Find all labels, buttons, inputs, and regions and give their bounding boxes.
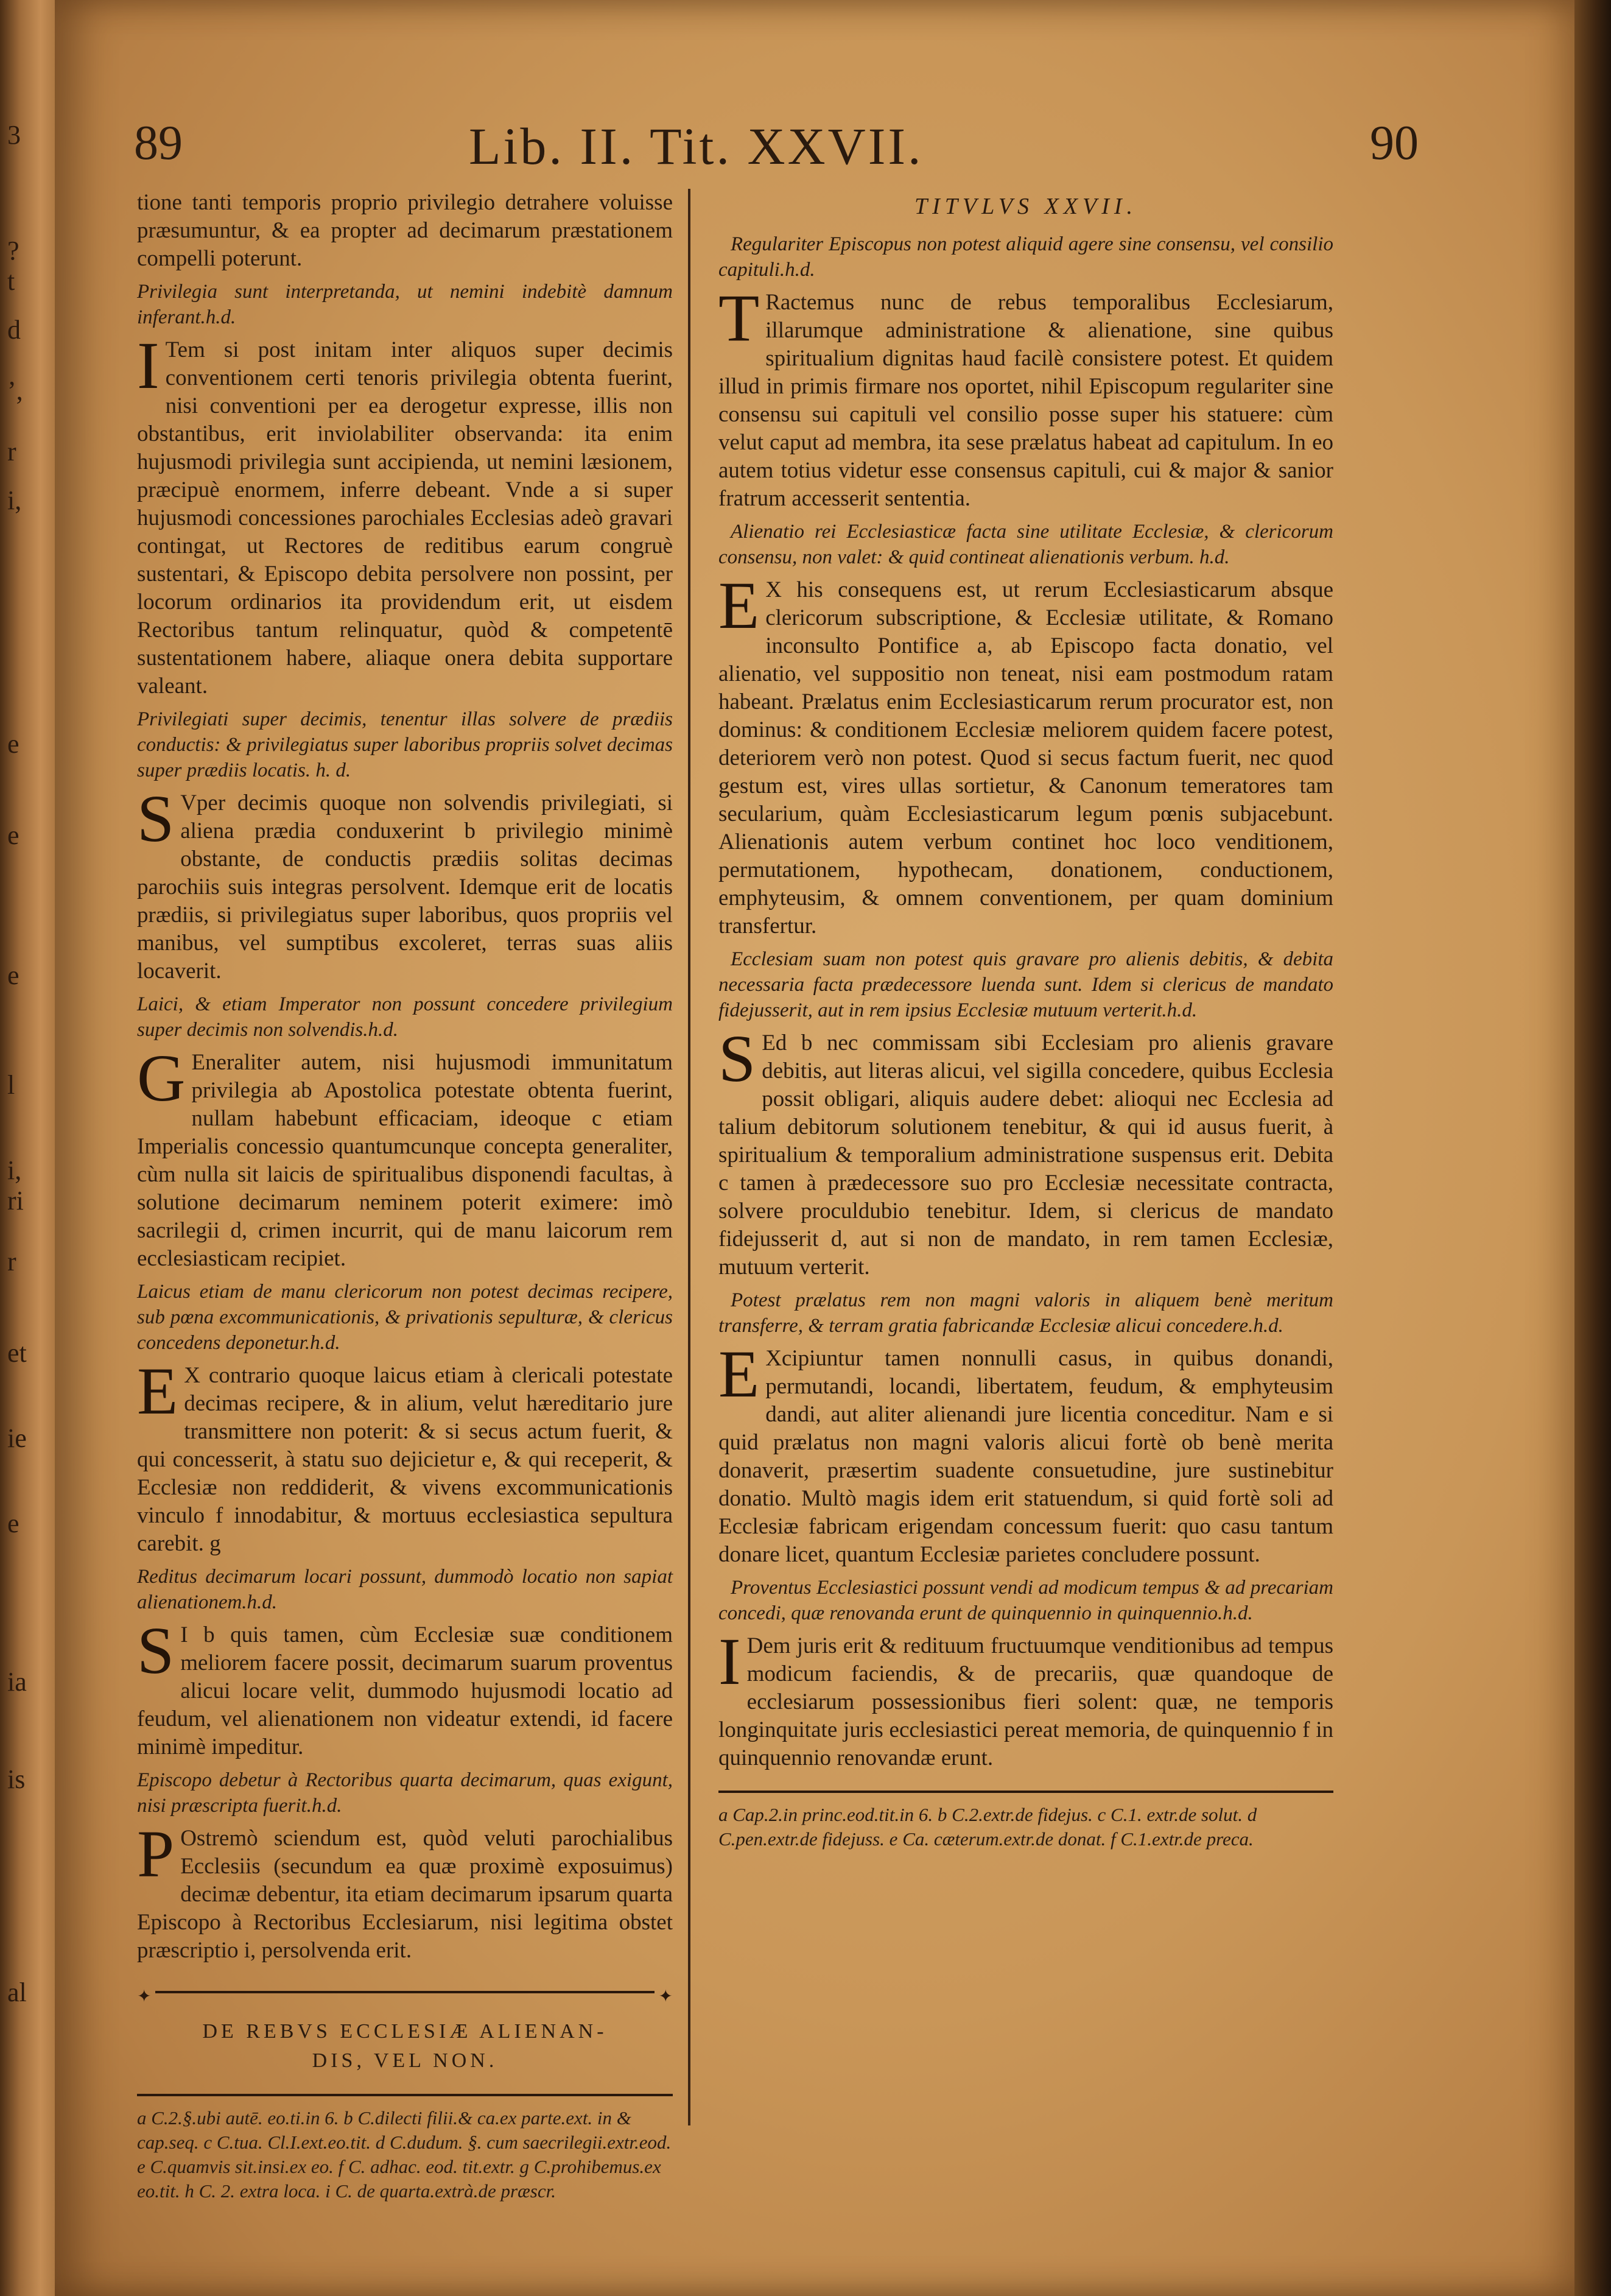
summary: Proventus Ecclesiastici possunt vendi ad modicum tempus & ad precariam concedi, quæ renovanda erunt de quinquennio in quinquennio.h.d. xyxy=(718,1577,1333,1624)
initial-letter: I xyxy=(718,1624,741,1699)
paragraph-text: Dem juris erit & redituum fructuumque venditionibus ad tempus modicum faciendis, & de precariis, quæ quandoque de ecclesiarum possessionibus fieri solent: quæ, ne temporis longinquitate juris ecclesiastici pereat memoria, de quinquennio f in quinquennio renovandæ erunt. xyxy=(718,1633,1333,1770)
title-heading: TITVLVS XXVII. xyxy=(914,194,1137,219)
margin-fragment: e xyxy=(7,1509,19,1538)
paragraph-text: I b quis tamen, cùm Ecclesiæ suæ conditionem meliorem facere possit, decimarum suarum proventus alicui locare velit, dummodo hujusmodi locatio ad feudum, vel alienationem non videatur extendi, id facere minimè impeditur. xyxy=(137,1622,673,1759)
summary: Regulariter Episcopus non potest aliquid agere sine consensu, vel consilio capituli.h.d. xyxy=(718,233,1333,281)
margin-fragment: r xyxy=(7,1247,16,1277)
summary: Ecclesiam suam non potest quis gravare pro alienis debitis, & debita necessaria facta prædecessore luenda sunt. Idem si clericus de mandato fidejusserit, aut in rem ipsius Ecclesiæ mutuum verterit.h.d. xyxy=(718,948,1333,1021)
paragraph xyxy=(718,1624,1333,1772)
margin-fragment: et xyxy=(7,1338,27,1368)
initial-letter: S xyxy=(137,781,175,856)
initial-letter: S xyxy=(718,1021,756,1096)
margin-fragment: i, xyxy=(7,1155,22,1185)
column-divider xyxy=(688,189,690,2125)
initial-letter: G xyxy=(137,1041,186,1115)
paragraph-text: X contrario quoque laicus etiam à clericali potestate decimas recipere, & in alium, velut hæreditario jure transmittere non poterit: & si secus actum fuerit, & qui concesserit, à statu suo dejicietur e, & qui receperit, & Ecclesiæ non reddiderit, & vivens excommunicationis vinculo f innodabitur, & mortuus ecclesiastica sepultura carebit. g xyxy=(137,1363,673,1556)
margin-fragment: e xyxy=(7,729,19,759)
paragraph-text: Ed b nec commissam sibi Ecclesiam pro alienis gravare debitis, aut literas alicui, vel sigilla concedere, quibus Ecclesia possit obligari, aliquis audere debet: alioqui nec Ecclesia ad talium debitorum solutionem tenebitur, & qui id ausus fuerit, à spiritualium & temporalium administratione suspensus erit. Debita c tamen à prædecessore suo pro Ecclesiæ necessitate contracta, solvere proculdubio tenebitur. Idem, si clericus de mandato fidejusserit d, aut si non de mandato, in rem tamen Ecclesiæ, mutuum verterit. xyxy=(718,1030,1333,1280)
left-column xyxy=(137,189,673,2210)
ornament-rule xyxy=(137,1983,673,2006)
summary: Laicus etiam de manu clericorum non potest decimas recipere, sub pœna excommunicationis, & privationis sepulturæ, & clericus concedens deponetur.h.d. xyxy=(137,1281,673,1354)
paragraph-text: Tem si post initam inter aliquos super decimis conventionem certi tenoris privilegia obtenta fuerint, nisi conventioni per ea derogetur expresse, illis non obstantibus, erit inviolabiliter observanda: ita enim hujusmodi privilegia sunt accipienda, ut nemini læsionem, præcipuè enormem, inferre debeant. Vnde a si super hujusmodi concessiones parochiales Ecclesias adeò gravari contingat, ut Rectores de reditibus earum congruè sustentari, & Episcopo debita persolvere non possint, per locorum ordinarios ita providendum erit, ut eisdem Rectoribus tantum relinquatur, quòd & competentē sustentationem habere, aliaque onera debita supportare valeant. xyxy=(137,337,673,699)
page-edge-shadow xyxy=(1574,0,1611,2296)
paragraph xyxy=(137,1354,673,1558)
page-number-right: 90 xyxy=(1370,116,1419,170)
paragraph: tione tanti temporis proprio privilegio detrahere voluisse præsumuntur, & ea propter ad decimarum præstationem compelli poterunt. xyxy=(137,190,673,271)
margin-fragment: ? xyxy=(7,236,19,266)
facing-page-edge xyxy=(0,0,58,2296)
paragraph-text: Eneraliter autem, nisi hujusmodi immunitatum privilegia ab Apostolica potestate obtenta fuerint, nullam habebunt efficaciam, ideoque c etiam Imperialis concessio quantumcunque concepta generaliter, cùm nulla sit laicis de spiritualibus disponendi facultas, à solutione decimarum neminem poterit eximere: imò sacrilegii d, crimen incurrit, qui de manu laicorum rem ecclesiasticam recipiet. xyxy=(137,1050,673,1271)
initial-letter: E xyxy=(718,568,760,643)
paragraph xyxy=(718,281,1333,513)
summary: Episcopo debetur à Rectoribus quarta decimarum, quas exigunt, nisi præscripta fuerit.h.d. xyxy=(137,1769,673,1817)
paragraph xyxy=(718,1337,1333,1569)
paragraph xyxy=(137,1041,673,1273)
initial-letter: S xyxy=(137,1613,175,1688)
page-header xyxy=(55,116,1577,189)
running-title: Lib. II. Tit. XXVII. xyxy=(469,117,924,175)
paragraph-text: Xcipiuntur tamen nonnulli casus, in quibus donandi, permutandi, locandi, libertatem, feudum, & emphyteusim dandi, aut aliter alienandi jure licentia conceditur. Nam e si quid prælatus non magni valoris alicui fortè ob benè merita donaverit, præsertim suadente consuetudine, jure sustinebitur donatio. Multò magis idem erit statuendum, si quid fortè soli ad Ecclesiæ fabricam erigendam concessum fuerit: quo casu tantum donare licet, quantum Ecclesiæ parietes concludere possunt. xyxy=(718,1346,1333,1567)
initial-letter: I xyxy=(137,328,160,403)
paragraph xyxy=(137,781,673,985)
margin-fragment: ie xyxy=(7,1423,27,1453)
paragraph-text: X his consequens est, ut rerum Ecclesiasticarum absque clericorum subscriptione, & Ecclesiæ utilitate, & Romano inconsulto Pontifice a, ab Episcopo facta donatio, vel alienatio, vel suppositio non teneat, nisi eam postmodum ratam habeant. Prælatus enim Ecclesiasticarum rerum procurator est, non dominus: & conditionem Ecclesiæ meliorem quidem facere potest, deteriorem verò non potest. Quod si secus factum fuerit, nec quod gestum est, vires ullas sortietur, & Canonum temeratores tam secularium, quàm Ecclesiasticarum legum pœnis subjacebunt. Alienationis autem verbum continet hoc loco venditionem, permutationem, hypothecam, donationem, conductionem, emphyteusim, & omnem conventionem, per quam dominium transfertur. xyxy=(718,577,1333,938)
summary: Alienatio rei Ecclesiasticæ facta sine utilitate Ecclesiæ, & clericorum consensu, non valet: & quid contineat alienationis verbum. h.d. xyxy=(718,521,1333,568)
summary: Privilegiati super decimis, tenentur illas solvere de prædiis conductis: & privilegiatus super laboribus propriis solvet decimas super prædiis locatis. h. d. xyxy=(137,708,673,781)
margin-fragment: ia xyxy=(7,1667,27,1697)
margin-fragment: l xyxy=(7,1070,15,1100)
section-title xyxy=(137,2017,673,2076)
ornament-icon: ✦ xyxy=(658,1987,673,2006)
page-number-left: 89 xyxy=(134,116,183,170)
margin-fragment: d xyxy=(7,315,21,345)
margin-fragment: 3 xyxy=(7,120,21,150)
initial-letter: E xyxy=(137,1354,178,1428)
paragraph xyxy=(137,328,673,700)
footnotes: a Cap.2.in princ.eod.tit.in 6. b C.2.extr.de fidejus. c C.1. extr.de solut. d C.pen.extr.de fidejuss. e Ca. cæterum.extr.de donat. f C.1.extr.de preca. xyxy=(718,1804,1257,1850)
summary: Laici, & etiam Imperator non possunt concedere privilegium super decimis non solvendis.h.d. xyxy=(137,993,673,1041)
initial-letter: P xyxy=(137,1817,175,1891)
paragraph xyxy=(718,568,1333,940)
ornament-icon: ✦ xyxy=(137,1987,152,2006)
section-title-line: DE REBVS ECCLESIÆ ALIENAN- xyxy=(202,2020,608,2043)
margin-fragment: al xyxy=(7,1977,27,2007)
summary: Potest prælatus rem non magni valoris in aliquem benè meritum transferre, & terram gratia fabricandæ Ecclesiæ alicui concedere.h.d. xyxy=(718,1289,1333,1337)
paragraph xyxy=(718,1021,1333,1281)
margin-fragment: e xyxy=(7,820,19,850)
page xyxy=(55,0,1577,2296)
margin-fragment: i, xyxy=(7,485,22,515)
summary: Privilegia sunt interpretanda, ut nemini indebitè damnum inferant.h.d. xyxy=(137,281,673,328)
paragraph xyxy=(137,1613,673,1761)
section-title-line: DIS, VEL NON. xyxy=(312,2049,498,2072)
summary: Reditus decimarum locari possunt, dummodò locatio non sapiat alienationem.h.d. xyxy=(137,1566,673,1613)
margin-fragment: ’, xyxy=(7,376,23,406)
margin-fragment: ri xyxy=(7,1186,24,1216)
margin-fragment: e xyxy=(7,960,19,990)
paragraph-text: Ractemus nunc de rebus temporalibus Ecclesiarum, illarumque administratione & alienatione, sine quibus spiritualium dignitas haud facilè consistere potest. Et quidem illud in primis firmare nos oportet, nihil Episcopum regulariter sine consensu sui capituli vel consilio posse super his statuere: cùm velut caput ad membra, ita sese prælatus habeat ad capitulum. In eo autem totius videtur esse consensus capituli, cui & major & sanior fratrum accesserit sententia. xyxy=(718,290,1333,511)
footnote-rule xyxy=(137,2094,673,2096)
initial-letter: E xyxy=(718,1337,760,1411)
footnote-rule xyxy=(718,1791,1333,1793)
paragraph xyxy=(137,1817,673,1965)
margin-fragment: r xyxy=(7,437,16,467)
paragraph-text: Vper decimis quoque non solvendis privilegiati, si aliena prædia conduxerint b privilegio minimè obstante, de conductis prædiis solitas decimas parochiis suis integras persolvent. Idemque erit de locatis prædiis, si privilegiatus super laboribus, quos propriis vel manibus, vel sumptibus excoleret, terras suas aliis locaverit. xyxy=(137,791,673,984)
paragraph-text: Ostremò sciendum est, quòd veluti parochialibus Ecclesiis (secundum ea quæ proximè exposuimus) decimæ debentur, ita etiam decimarum ipsarum quarta Episcopo à Rectoribus Ecclesiarum, nisi legitima obstet præscriptio i, persolvenda erit. xyxy=(137,1826,673,1963)
right-column xyxy=(718,189,1333,1858)
footnotes: a C.2.§.ubi autē. eo.ti.in 6. b C.dilecti filii.& ca.ex parte.ext. in & cap.seq. c C.tua. Cl.I.ext.eo.tit. d C.dudum. §. cum saecrilegii.extr.eod. e C.quamvis sit.insi.ex eo. f C. adhac. eod. tit.extr. g C.prohibemus.ex eo.tit. h C. 2. extra loca. i C. de quarta.extrà.de præscr. xyxy=(137,2107,672,2202)
initial-letter: T xyxy=(718,281,760,355)
rule-line xyxy=(155,1991,655,1993)
margin-fragment: is xyxy=(7,1764,26,1794)
margin-fragment: t xyxy=(7,266,15,296)
